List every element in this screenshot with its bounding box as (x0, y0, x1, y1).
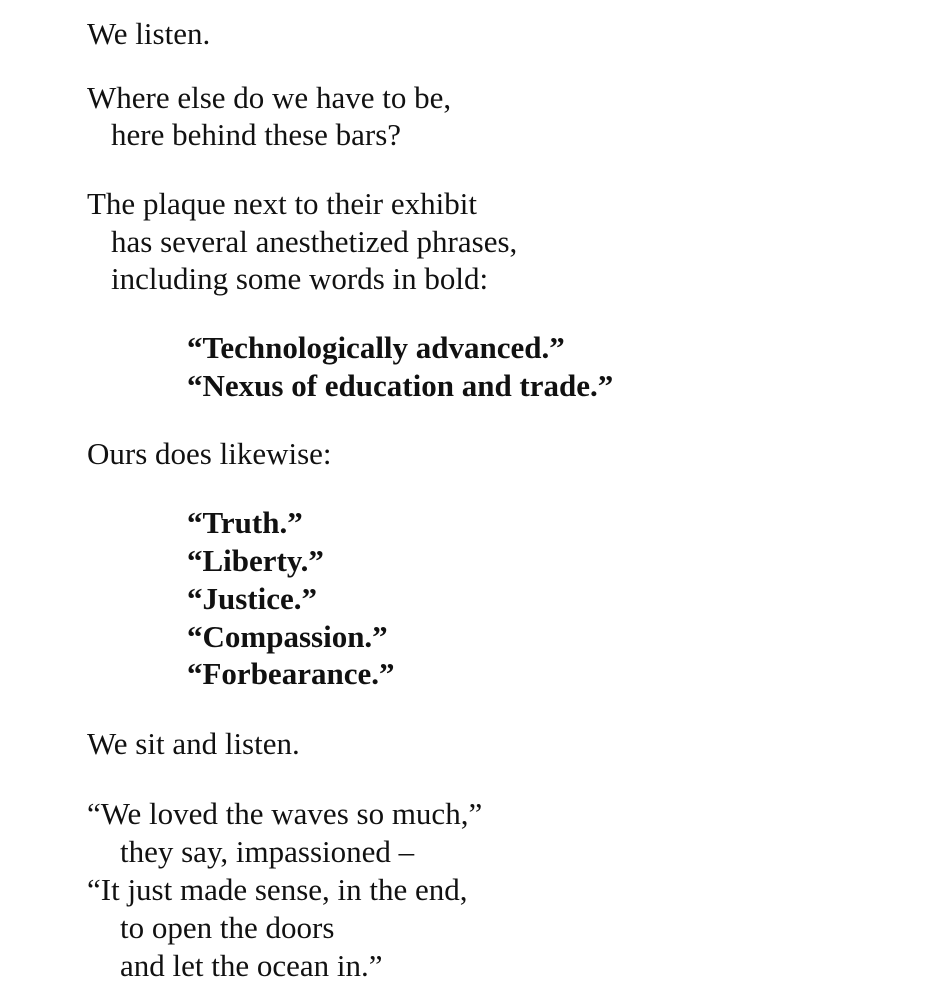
poem-line: We listen. (87, 16, 211, 51)
poem-line: Where else do we have to be, (87, 80, 452, 115)
bold-word: “Justice.” (187, 581, 318, 616)
poem-line: here behind these bars? (111, 117, 402, 152)
bold-word: “Truth.” (187, 505, 303, 540)
bold-word: “Liberty.” (187, 543, 324, 578)
poem-line: to open the doors (120, 910, 335, 945)
poem-line: The plaque next to their exhibit (87, 186, 477, 221)
bold-phrase: “Technologically advanced.” (187, 330, 565, 365)
bold-word: “Compassion.” (187, 619, 388, 654)
poem-line: “It just made sense, in the end, (87, 872, 468, 907)
poem-line: and let the ocean in.” (120, 948, 383, 983)
bold-word: “Forbearance.” (187, 656, 395, 691)
poem-line: has several anesthetized phrases, (111, 224, 518, 259)
poem-line: Ours does likewise: (87, 436, 332, 471)
poem-line: “We loved the waves so much,” (87, 796, 483, 831)
bold-phrase: “Nexus of education and trade.” (187, 368, 614, 403)
poem-line: including some words in bold: (111, 261, 489, 296)
poem-line: they say, impassioned – (120, 834, 415, 869)
poem-line: We sit and listen. (87, 726, 300, 761)
